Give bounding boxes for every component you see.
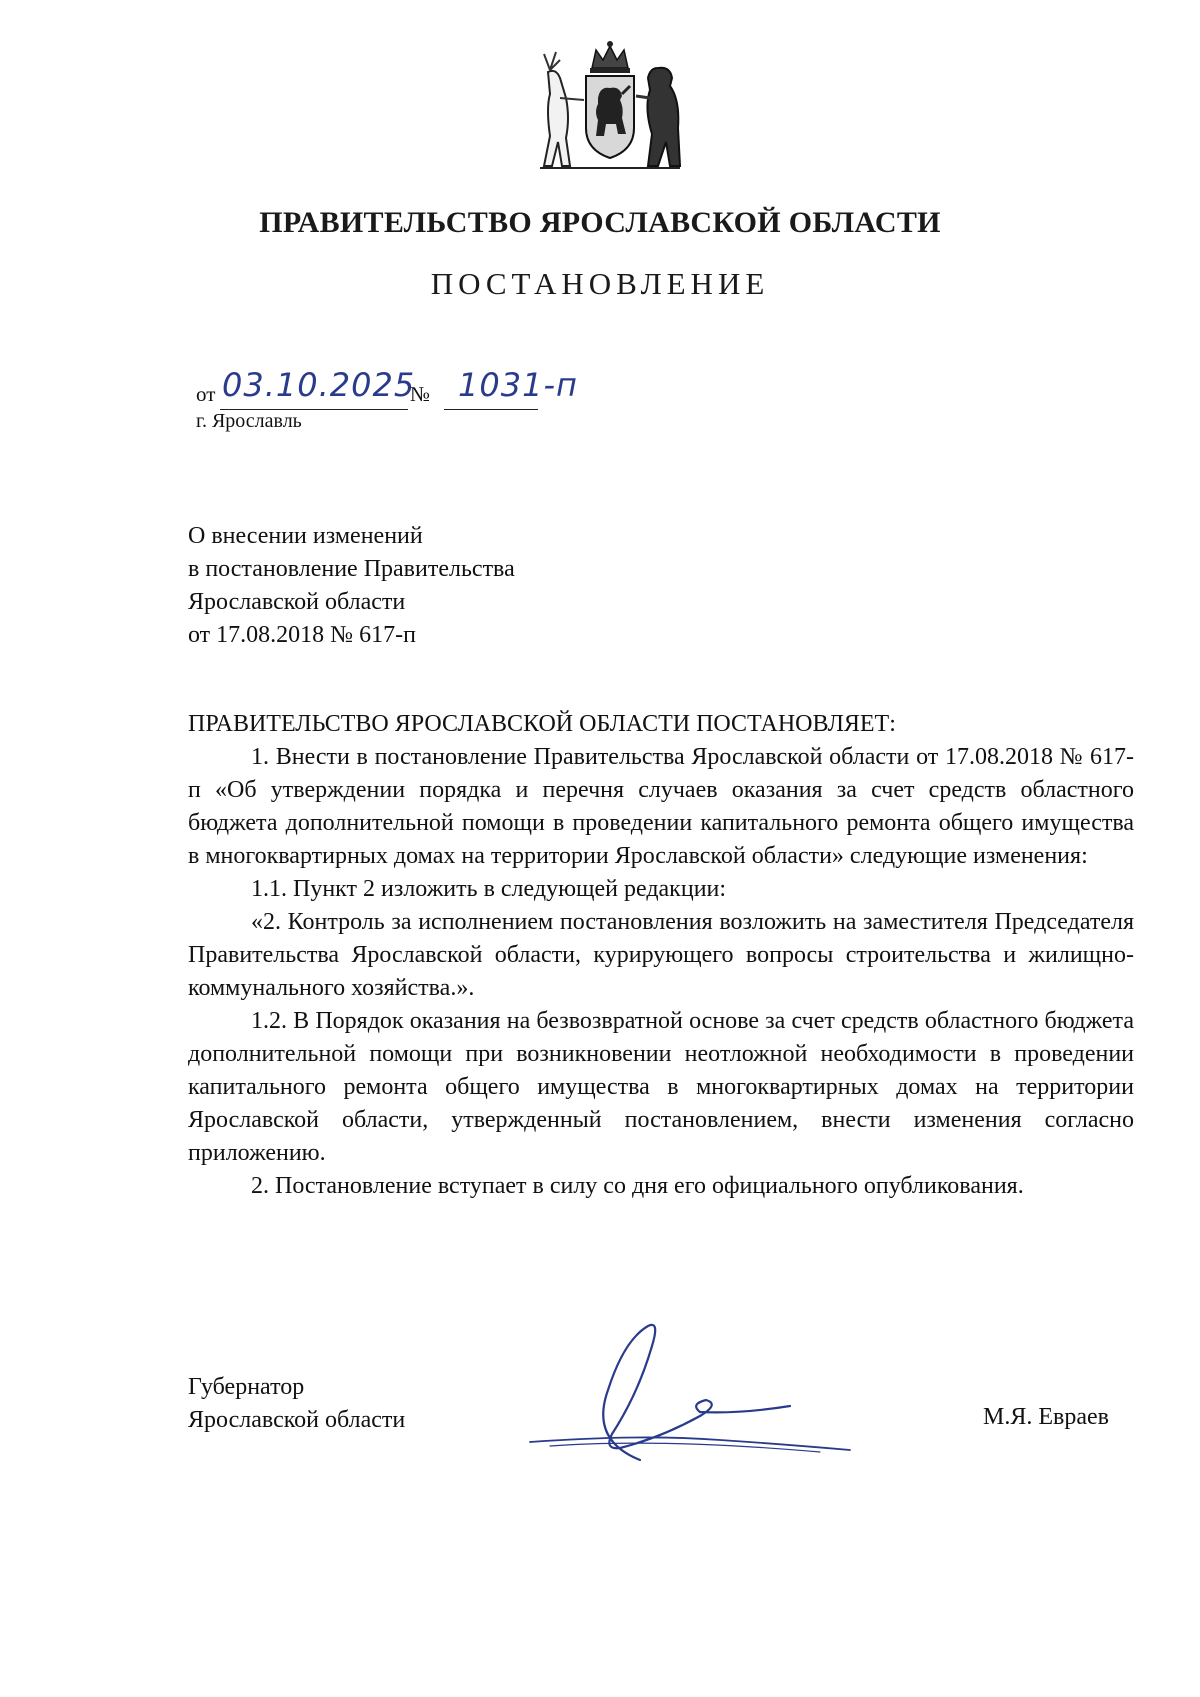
handwritten-signature-icon [520, 1320, 860, 1480]
subject-line: О внесении изменений [188, 523, 423, 549]
resolution-body [188, 708, 1134, 1203]
paragraph-quoted-2: «2. Контроль за исполнением постановления возложить на заместителя Председателя Правительства Ярославской области, курирующего вопросы строительства и жилищно-коммунального хозяйства.». [188, 909, 1134, 1001]
document-type: ПОСТАНОВЛЕНИЕ [430, 266, 770, 301]
declaration: ПРАВИТЕЛЬСТВО ЯРОСЛАВСКОЙ ОБЛАСТИ ПОСТАНОВЛЯЕТ: [188, 711, 896, 737]
handwritten-number: 1031-п [458, 366, 578, 404]
city-label: г. Ярославль [196, 410, 302, 432]
handwritten-date: 03.10.2025 [222, 366, 416, 404]
paragraph-2: 2. Постановление вступает в силу со дня его официального опубликования. [251, 1173, 1024, 1199]
paragraph-1: 1. Внести в постановление Правительства Ярославской области от 17.08.2018 № 617-п «Об утверждении порядка и перечня случаев оказания за счет средств областного бюджета дополнительной помощи в проведении капитального ремонта общего имущества в многоквартирных домах на территории Ярославской области» следующие изменения: [188, 744, 1134, 869]
date-prefix: от [196, 382, 216, 406]
organization-title: ПРАВИТЕЛЬСТВО ЯРОСЛАВСКОЙ ОБЛАСТИ [259, 206, 941, 239]
number-prefix: № [410, 382, 431, 406]
signer-position [188, 1371, 405, 1437]
subject-line: от 17.08.2018 № 617-п [188, 622, 416, 648]
signer-name: М.Я. Евраев [983, 1404, 1109, 1430]
paragraph-1-1: 1.1. Пункт 2 изложить в следующей редакции: [251, 876, 727, 902]
subject-line: Ярославской области [188, 589, 406, 615]
signer-position-line: Ярославской области [188, 1407, 406, 1433]
subject-block [188, 520, 515, 652]
number-underline [444, 409, 538, 410]
coat-of-arms-icon [530, 38, 690, 178]
paragraph-1-2: 1.2. В Порядок оказания на безвозвратной основе за счет средств областного бюджета дополнительной помощи при возникновении неотложной необходимости в проведении капитального ремонта общего имущества в многоквартирных домах на территории Ярославской области, утвержденный постановлением, внести изменения согласно приложению. [188, 1008, 1134, 1166]
signer-position-line: Губернатор [188, 1374, 305, 1400]
subject-line: в постановление Правительства [188, 556, 515, 582]
